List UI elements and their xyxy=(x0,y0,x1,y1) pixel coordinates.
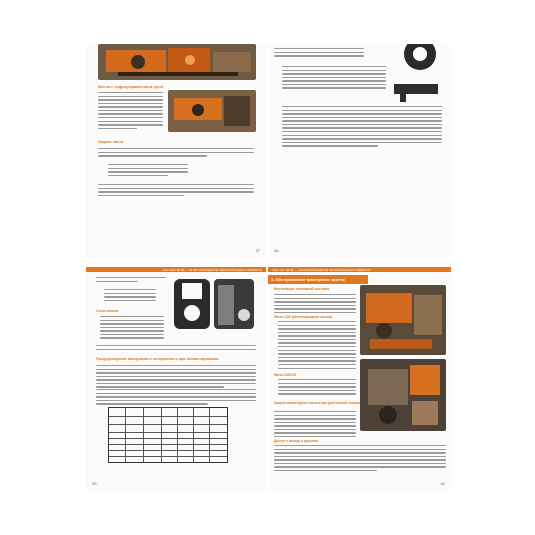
section-heading: Предупреждение замерзания и осторожность при балластировании xyxy=(96,357,219,361)
page-39 xyxy=(86,263,266,490)
body-text xyxy=(274,48,364,59)
bullet-list xyxy=(108,164,188,178)
page-header-bar xyxy=(86,267,266,272)
subheading: Доступ к мотору и укрытию xyxy=(274,439,319,443)
bullet-list xyxy=(282,66,386,91)
bullet-list xyxy=(282,106,442,149)
subheading: Стык колеса xyxy=(96,309,119,313)
wheel-diagram xyxy=(170,275,258,333)
pump-photo xyxy=(360,359,446,431)
bullet-list xyxy=(278,379,356,397)
body-text xyxy=(274,294,356,315)
page-number: 37 xyxy=(255,248,260,253)
page-number: 39 xyxy=(92,481,97,486)
subheading: Задние части xyxy=(98,140,124,144)
section-heading: Весла с гидроуправлением руля xyxy=(98,84,163,89)
chapter-banner xyxy=(268,275,368,284)
tool-photo xyxy=(390,78,442,104)
subheading: Вентиляция топливной системы xyxy=(274,287,330,291)
steering-photo xyxy=(168,90,256,132)
page-40 xyxy=(268,263,451,490)
spec-list xyxy=(104,289,156,303)
page-header-text: ТОС ХАХ 35-99 — 40 ИНСТРУКЦИЯ ПО ЭКСПЛУАТАЦИИ И РЕМОНТУ xyxy=(272,267,372,272)
body-text xyxy=(96,389,256,407)
bullet-list xyxy=(100,316,164,341)
body-text xyxy=(96,365,256,390)
page-38 xyxy=(268,44,451,257)
subheading: Насос CAV (вентилирование насоса) xyxy=(274,315,333,319)
body-text xyxy=(274,445,446,474)
body-text xyxy=(274,411,356,440)
subheading: Защита инжекторного насоса при длительной стоянке xyxy=(274,401,361,405)
page-number: 38 xyxy=(274,248,279,253)
page-number: 40 xyxy=(440,481,445,486)
subheading: Насос BOSCH xyxy=(274,373,296,377)
hydraulic-photo xyxy=(98,44,256,80)
bullet-list xyxy=(278,321,356,371)
page-header-bar xyxy=(268,267,451,272)
body-text xyxy=(96,277,166,284)
ballast-table xyxy=(108,407,228,463)
chapter-title: 3. Обслуживание тракторных систем xyxy=(271,276,345,282)
gear-photo xyxy=(386,44,444,70)
body-text xyxy=(98,148,254,159)
page-37 xyxy=(86,44,266,257)
body-text xyxy=(98,92,163,131)
page-header-text: ТОС ХАХ 35-99 — 40 ИНСТРУКЦИЯ ПО ЭКСПЛУАТАЦИИ И РЕМОНТУ xyxy=(162,267,262,272)
engine-photo xyxy=(360,285,446,355)
body-text xyxy=(98,184,254,198)
body-text xyxy=(96,345,256,352)
